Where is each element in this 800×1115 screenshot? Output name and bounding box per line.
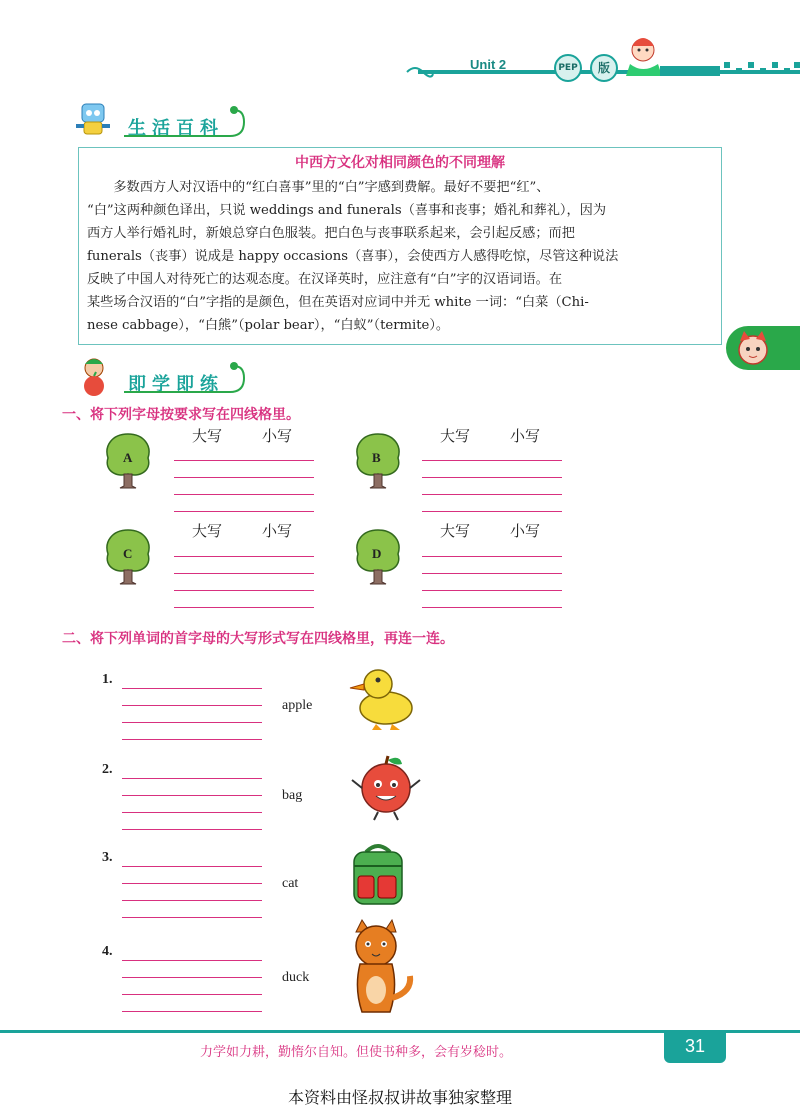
checker-pattern <box>660 62 800 76</box>
upper-label: 大写 <box>192 427 223 445</box>
tree-letter: A <box>123 450 133 465</box>
four-line-grid[interactable] <box>122 778 262 833</box>
info-line: nese cabbage），“白熊”（polar bear），“白蚁”（termite）。 <box>87 318 450 333</box>
backpack-icon[interactable] <box>348 842 408 908</box>
exercise1-title: 一、将下列字母按要求写在四线格里。 <box>62 407 300 423</box>
upper-label: 大写 <box>192 522 223 540</box>
info-body <box>87 176 715 337</box>
lower-label: 小写 <box>510 522 541 540</box>
info-line: 多数西方人对汉语中的“红白喜事”里的“白”字感到费解。最好不要把“红”、 <box>87 180 550 195</box>
edition-badge: 版 <box>590 54 618 82</box>
section-practice-underline <box>120 358 250 396</box>
header-swirl-icon <box>405 62 435 84</box>
four-line-grid[interactable] <box>122 866 262 921</box>
upper-label: 大写 <box>440 522 471 540</box>
item-number: 4. <box>102 944 113 959</box>
item-number: 1. <box>102 672 113 687</box>
tree-letter: C <box>123 546 133 561</box>
section-practice-title: 即学即练 <box>128 374 224 395</box>
info-line: funerals（丧事）说成是 happy occasions（喜事），会使西方人感得吃惊，尽管这种说法 <box>87 249 619 264</box>
info-line: 反映了中国人对待死亡的达观态度。在汉译英时，应注意有“白”字的汉语词语。在 <box>87 272 563 287</box>
unit-label: Unit 2 <box>470 57 507 72</box>
page-number: 31 <box>684 1036 706 1056</box>
fox-mascot-icon <box>734 329 772 367</box>
info-line: 某些场合汉语的“白”字指的是颜色，但在英语对应词中并无 white 一词：“白菜（Chi- <box>87 295 589 310</box>
item-number: 3. <box>102 850 113 865</box>
word-label[interactable]: bag <box>282 788 303 803</box>
robot-icon <box>74 98 114 140</box>
word-label[interactable]: cat <box>282 876 299 891</box>
info-line: “白”这两种颜色译出，只说 weddings and funerals（喜事和丧事；婚礼和葬礼），因为 <box>87 203 607 218</box>
apple-icon[interactable] <box>348 752 424 822</box>
kid-apple-icon <box>74 356 114 398</box>
pep-badge: PEP <box>554 54 582 82</box>
lower-label: 小写 <box>262 427 293 445</box>
info-box <box>78 147 722 345</box>
four-line-grid[interactable] <box>122 688 262 743</box>
tree-letter: B <box>372 450 381 465</box>
footer-motto: 力学如力耕，勤惰尔自知。但使书种多，会有岁稔时。 <box>200 1045 513 1060</box>
info-line: 西方人举行婚礼时，新娘总穿白色服装。把白色与丧事联系起来，会引起反感；而把 <box>87 226 575 241</box>
four-line-grid[interactable] <box>174 556 314 611</box>
credit-text: 本资料由怪叔叔讲故事独家整理 <box>287 1088 512 1107</box>
duck-icon[interactable] <box>346 662 422 732</box>
word-label[interactable]: apple <box>282 698 313 713</box>
four-line-grid[interactable] <box>422 556 562 611</box>
four-line-grid[interactable] <box>174 460 314 515</box>
info-title: 中西方文化对相同颜色的不同理解 <box>295 155 505 171</box>
upper-label: 大写 <box>440 427 471 445</box>
item-number: 2. <box>102 762 113 777</box>
tree-letter: D <box>372 546 382 561</box>
lower-label: 小写 <box>510 427 541 445</box>
four-line-grid[interactable] <box>122 960 262 1015</box>
four-line-grid[interactable] <box>422 460 562 515</box>
section-life-title: 生活百科 <box>128 118 224 139</box>
cat-icon[interactable] <box>340 918 420 1020</box>
section-life-underline <box>120 102 250 140</box>
exercise2-title: 二、将下列单词的首字母的大写形式写在四线格里，再连一连。 <box>62 631 454 647</box>
word-label[interactable]: duck <box>282 970 310 985</box>
lower-label: 小写 <box>262 522 293 540</box>
